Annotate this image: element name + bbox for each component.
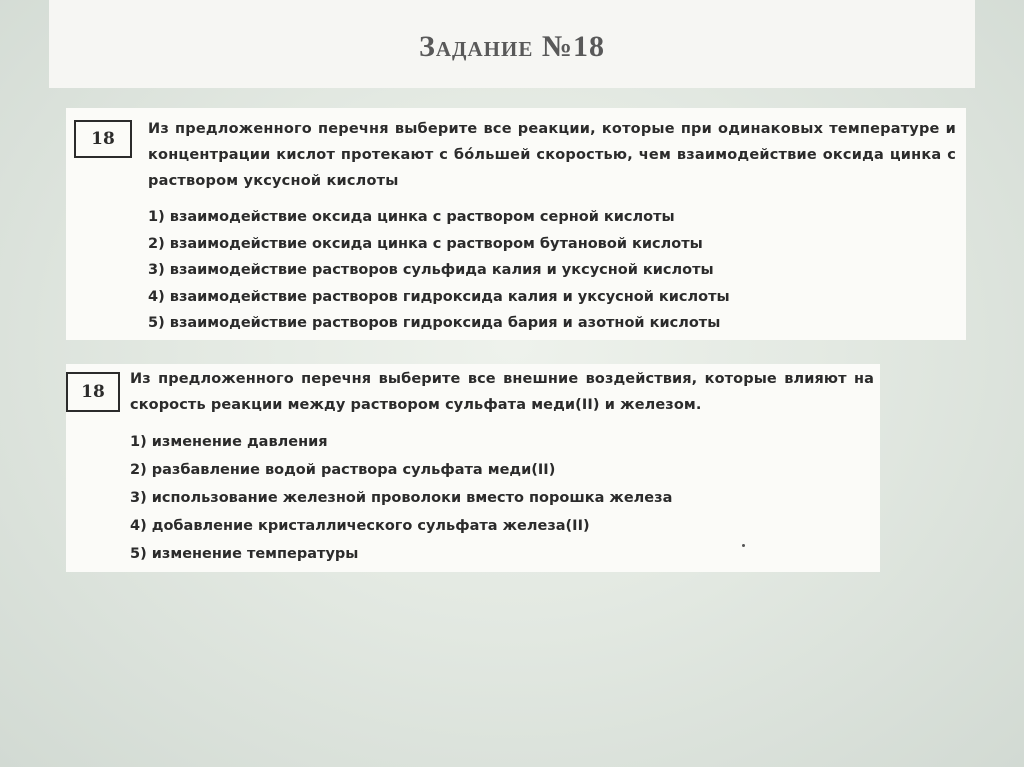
task-question: Из предложенного перечня выберите все внешние воздействия, которые влияют на скорость реакции между раствором сульфата меди(II) и железом. (130, 371, 874, 413)
answer-option-3: 3) взаимодействие растворов сульфида калия и уксусной кислоты (148, 262, 714, 278)
slide-header (49, 0, 975, 88)
answer-option-5: 5) изменение температуры (130, 546, 359, 562)
task-number-box: 18 (66, 372, 120, 412)
answer-option-1: 1) изменение давления (130, 434, 328, 450)
task-question: Из предложенного перечня выберите все реакции, которые при одинаковых температуре и концентрации кислот протекают с бóльшей скоростью, чем взаимодействие оксида цинка с раствором уксусной кислоты (148, 121, 956, 189)
answer-option-4: 4) добавление кристаллического сульфата железа(II) (130, 518, 590, 534)
answer-option-2: 2) разбавление водой раствора сульфата меди(II) (130, 462, 556, 478)
answer-option-1: 1) взаимодействие оксида цинка с раствором серной кислоты (148, 209, 675, 225)
answer-option-3: 3) использование железной проволоки вместо порошка железа (130, 490, 673, 506)
scan-dot-mark (742, 544, 745, 547)
answer-options-list (148, 204, 730, 337)
answer-options-list (130, 428, 672, 568)
answer-option-4: 4) взаимодействие растворов гидроксида калия и уксусной кислоты (148, 288, 730, 305)
task-card-2 (66, 364, 880, 572)
slide-title: Задание №18 (419, 30, 605, 63)
answer-option-2: 2) взаимодействие оксида цинка с раствором бутановой кислоты (148, 235, 703, 252)
answer-option-5: 5) взаимодействие растворов гидроксида бария и азотной кислоты (148, 315, 721, 331)
task-card-1 (66, 108, 966, 340)
task-number-box: 18 (74, 120, 132, 158)
